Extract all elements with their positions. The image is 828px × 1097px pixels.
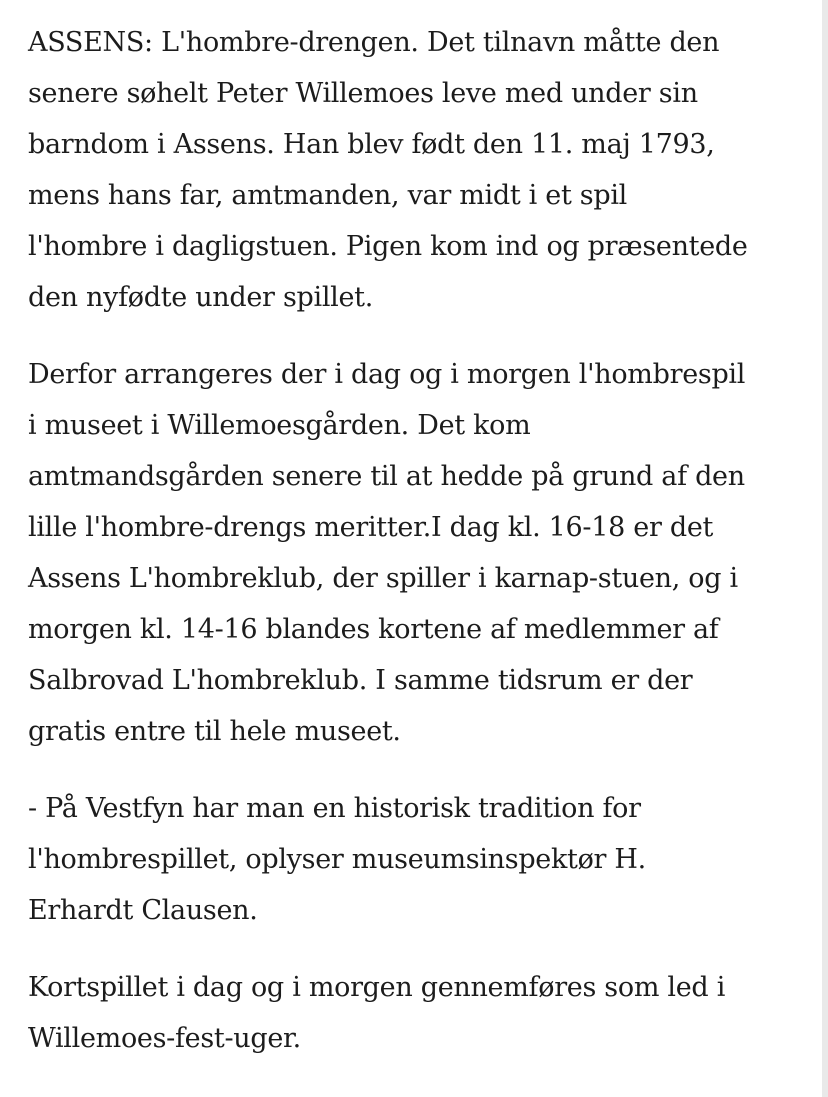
article-paragraph-2: Derfor arrangeres der i dag og i morgen l'hombrespil i museet i Willemoesgården. Det kom amtmandsgården senere til at hedde på grund af den lille l'hombre-drengs meritter.I dag kl. 16-18 er det Assens L'hombreklub, der spiller i karnap-stuen, og i morgen kl. 14-16 blandes kortene af medlemmer af Salbrovad L'hombreklub. I samme tidsrum er der gratis entre til hele museet.	[28, 359, 746, 747]
article-body	[28, 17, 806, 1090]
article-paragraph-4: Kortspillet i dag og i morgen gennemføres som led i Willemoes-fest-uger.	[28, 972, 726, 1054]
article-paragraph-1: ASSENS: L'hombre-drengen. Det tilnavn måtte den senere søhelt Peter Willemoes leve med under sin barndom i Assens. Han blev født den 11. maj 1793, mens hans far, amtmanden, var midt i et spil l'hombre i dagligstuen. Pigen kom ind og præsentede den nyfødte under spillet.	[28, 27, 748, 313]
article-paragraph-3: - På Vestfyn har man en historisk tradition for l'hombrespillet, oplyser museumsinspektør H. Erhardt Clausen.	[28, 793, 646, 926]
scroll-edge	[822, 0, 828, 1097]
